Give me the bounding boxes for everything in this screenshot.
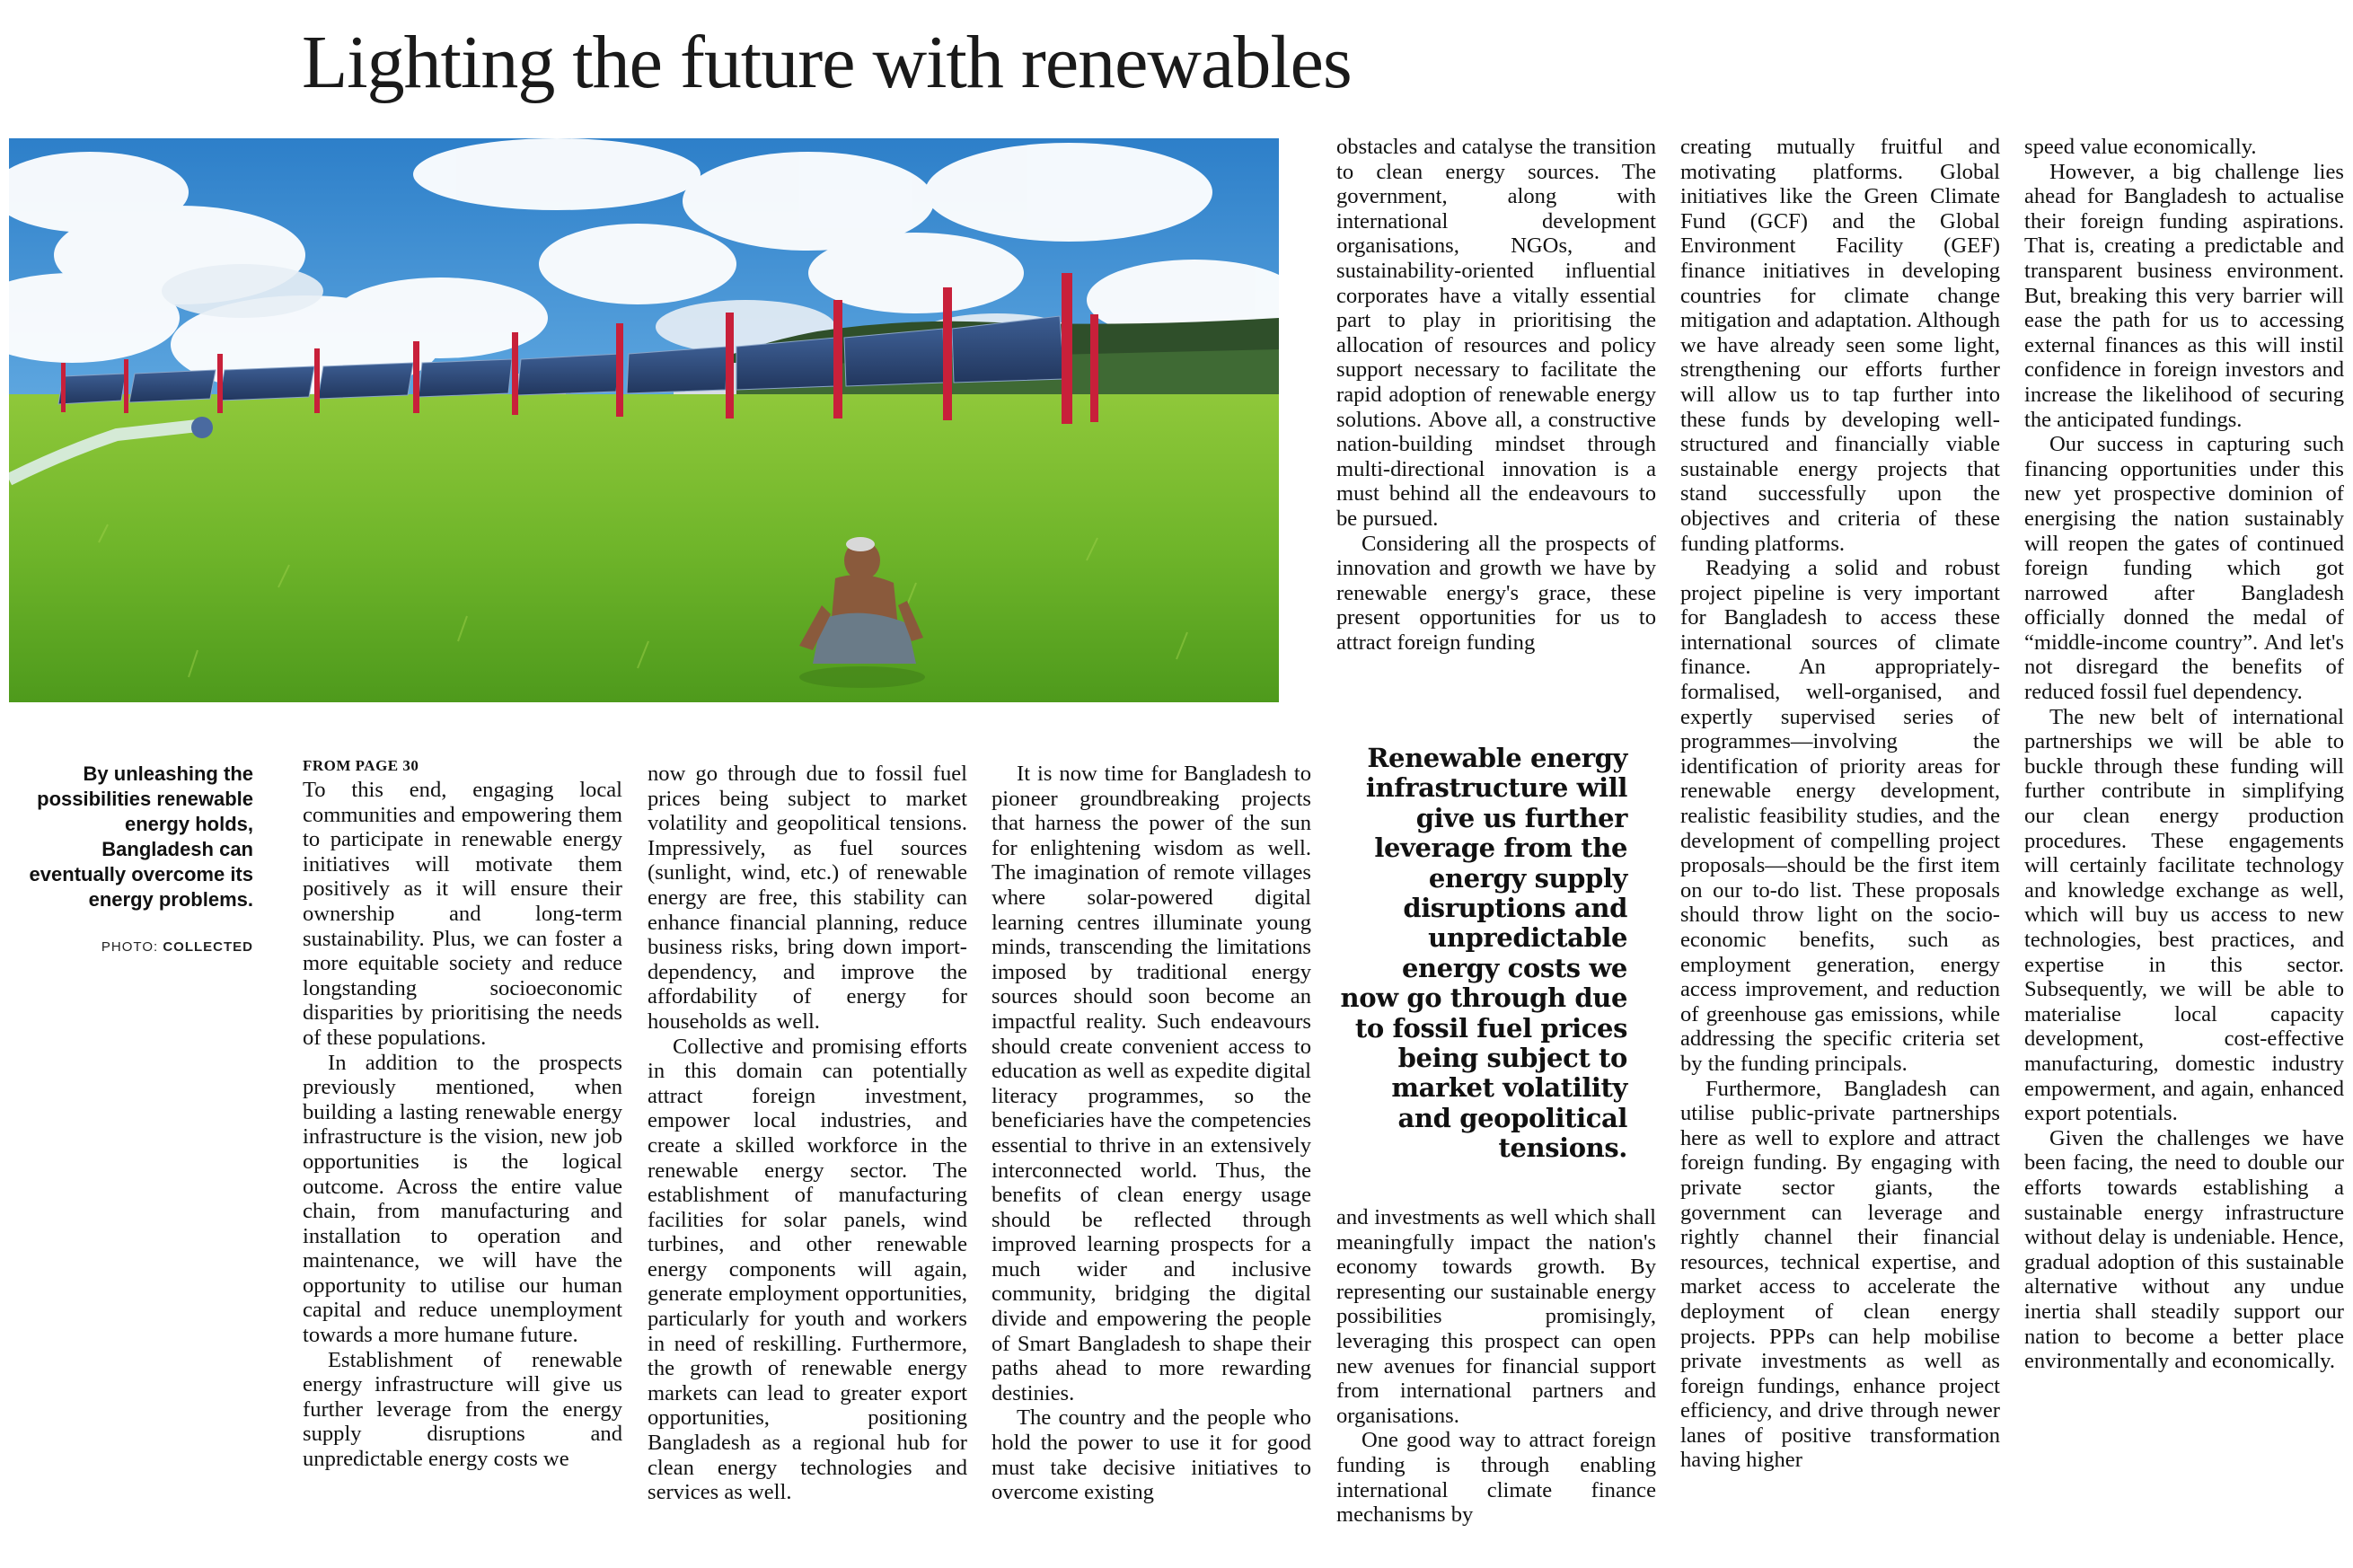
article-column-3 (991, 762, 1311, 1564)
paragraph: creating mutually fruitful and motivating platforms. Global initiatives like the Green Climate Fund (GCF) and the Global Environment Facility (GEF) finance initiatives in developing countries for climate change mitigation and adaptation. Although we have already seen some light, strengthening our efforts further will allow us to tap further into these funds by developing well-structured and financially viable sustainable energy projects that stand successfully upon the objectives and criteria of these funding platforms. (1680, 135, 2000, 556)
article-column-5 (1680, 135, 2000, 1564)
paragraph: In addition to the prospects previously mentioned, when building a lasting renewable energy infrastructure is the vision, new job opportunities is the logical outcome. Across the entire value chain, from manufacturing and installation to operation and maintenance, we will have the opportunity to utilise our human capital and reduce unemployment towards a more humane future. (303, 1050, 622, 1348)
headline: Lighting the future with renewables (302, 21, 1352, 104)
paragraph: Collective and promising efforts in this domain can potentially attract foreign investment, empower local industries, and create a skilled workforce in the renewable energy sector. The establishment of manufacturing facilities for solar panels, wind turbines, and other renewable energy components will again, generate employment opportunities, particularly for youth and workers in need of reskilling. Furthermore, the growth of renewable energy markets can lead to greater export opportunities, positioning Bangladesh as a regional hub for clean energy technologies and services as well. (648, 1034, 967, 1505)
paragraph: The country and the people who hold the power to use it for good must take decisive initiatives to overcome existing (991, 1405, 1311, 1505)
photo-credit-source: COLLECTED (163, 939, 253, 955)
solar-field-photo (9, 138, 1279, 702)
article-column-4-top (1336, 135, 1656, 709)
paragraph: Readying a solid and robust project pipeline is very important for Bangladesh to access these international sources of climate finance. An appropriately-formalised, well-organised, and expertly supervised series of programmes—involving the identification of priority areas for renewable energy development, realistic feasibility studies, and the development of compelling project proposals—should be the first item on our to-do list. These proposals should throw light on the socio-economic benefits, such as employment generation, energy access improvement, and reduction of greenhouse gas emissions, while addressing the specific criteria set by the funding principals. (1680, 556, 2000, 1076)
paragraph: One good way to attract foreign funding is through enabling international climate finance mechanisms by (1336, 1428, 1656, 1528)
pull-quote: Renewable energy infrastructure will give us further leverage from the energy supply disruptions and unpredictable energy costs we now go through due to fossil fuel prices being subject to market volatility and geopolitical tensions. (1340, 743, 1627, 1164)
article-column-4-bottom (1336, 1205, 1656, 1564)
paragraph: Establishment of renewable energy infrastructure will give us further leverage from the energy supply disruptions and unpredictable energy costs we (303, 1347, 622, 1472)
paragraph: Considering all the prospects of innovation and growth we have by renewable energy's grace, these present opportunities for us to attract foreign funding (1336, 531, 1656, 655)
photo-credit (9, 939, 253, 955)
paragraph: The new belt of international partnerships we will be able to buckle through these funding will further contribute in simplifying our clean energy production procedures. These engagements will certainly facilitate technology and knowledge exchange as well, which will buy us access to new technologies, best practices, and expertise in this sector. Subsequently, we will be able to materialise local capacity development, cost-effective manufacturing, domestic industry empowerment, and again, enhanced export potentials. (2024, 704, 2344, 1126)
paragraph: Given the challenges we have been facing, the need to double our efforts towards establishing a sustainable energy infrastructure without delay is undeniable. Hence, gradual adoption of this sustainable alternative without any undue inertia shall steadily support our nation to become a better place environmentally and economically. (2024, 1125, 2344, 1374)
photo-credit-label: PHOTO: (101, 939, 159, 955)
paragraph: It is now time for Bangladesh to pioneer groundbreaking projects that harness the power of the sun for enlightening wisdom as well. The imagination of remote villages where solar-powered digital learning centres illuminate young minds, transcending the limitations imposed by traditional energy sources should soon become an impactful reality. Such endeavours should create convenient access to education as well as expedite digital literacy programmes, so the beneficiaries have the competencies essential to thrive in an extensively interconnected world. Thus, the benefits of clean energy usage should be reflected through improved learning prospects for a much wider and inclusive community, bridging the digital divide and empowering the people of Smart Bangladesh to shape their paths ahead to more rewarding destinies. (991, 762, 1311, 1405)
paragraph: Our success in capturing such financing opportunities under this new yet prospective dominion of energising the nation sustainably will reopen the gates of continued foreign funding which got narrowed after Bangladesh officially donned the medal of “middle-income country”. And let's not disregard the benefits of reduced fossil fuel dependency. (2024, 432, 2344, 705)
paragraph: speed value economically. (2024, 135, 2257, 159)
article-column-2 (648, 762, 967, 1564)
article-column-1 (303, 756, 622, 1564)
paragraph: and investments as well which shall meaningfully impact the nation's economy towards growth. By representing our sustainable energy possibilities promisingly, leveraging this prospect can open new avenues for financial support from international partners and organisations. (1336, 1205, 1656, 1428)
paragraph: Furthermore, Bangladesh can utilise public-private partnerships here as well to explore and attract foreign funding. By engaging with private sector giants, the government can leverage and rightly channel their financial resources, technical expertise, and market access to accelerate the deployment of clean energy projects. PPPs can help mobilise private investments as well as foreign fundings, enhance project efficiency, and drive through newer lanes of positive transformation having higher (1680, 1076, 2000, 1473)
article-column-6 (2024, 135, 2344, 1564)
paragraph: However, a big challenge lies ahead for Bangladesh to actualise their foreign funding aspirations. That is, creating a predictable and transparent business environment. But, breaking this very barrier will ease the path for us to accessing external finances as this will instil confidence in foreign investors and increase the likelihood of securing the anticipated fundings. (2024, 159, 2344, 432)
paragraph: obstacles and catalyse the transition to clean energy sources. The government, along with international development organisations, NGOs, and sustainability-oriented influential corporates have a vitally essential part to play in prioritising the allocation of resources and policy support necessary to facilitate the rapid adoption of renewable energy solutions. Above all, a constructive nation-building mindset through multi-directional innovation is a must behind all the endeavours to be pursued. (1336, 135, 1656, 531)
paragraph: To this end, engaging local communities and empowering them to participate in renewable energy initiatives will motivate them positively as it will ensure their ownership and long-term sustainability. Plus, we can foster a more equitable society and reduce longstanding socioeconomic disparities by prioritising the needs of these populations. (303, 778, 622, 1050)
paragraph: now go through due to fossil fuel prices being subject to market volatility and geopolitical tensions. Impressively, as fuel sources (sunlight, wind, etc.) of renewable energy are free, this stability can enhance financial planning, reduce business risks, bring down import-dependency, and improve the affordability of energy for households as well. (648, 762, 967, 1034)
continued-from-label: FROM PAGE 30 (303, 757, 419, 774)
photo-caption: By unleashing the possibilities renewable energy holds, Bangladesh can eventually overcome its energy problems. (29, 762, 253, 911)
